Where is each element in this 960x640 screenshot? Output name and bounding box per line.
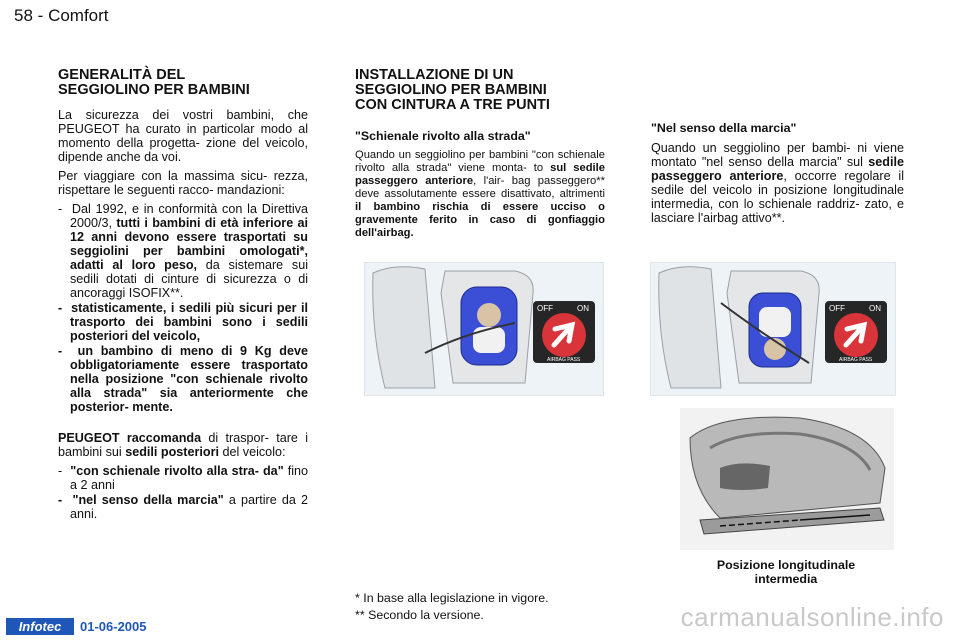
switch-off-label: OFF bbox=[829, 304, 845, 313]
footnote-2: ** Secondo la versione. bbox=[355, 608, 484, 622]
section-heading-installation: INSTALLAZIONE DI UN SEGGIOLINO PER BAMBINI CON CINTURA A TRE PUNTI bbox=[355, 67, 550, 113]
column-rear-facing bbox=[355, 68, 605, 240]
rear-facing-seat-illustration bbox=[365, 263, 603, 395]
rear-facing-text: Quando un seggiolino per bambini "con schienale rivolto alla strada" viene monta- to sul sedile passeggero anteriore, l'air- bag passeggero** deve assolutamente essere disattivato, altrimenti il bambino rischia di essere ucciso o gravemente ferito in caso di gonfiaggio dell'airbag. bbox=[355, 149, 605, 239]
switch-caption: AIRBAG PASS bbox=[547, 357, 581, 363]
page-header bbox=[14, 6, 109, 26]
peugeot-recommendation: PEUGEOT raccomanda di traspor- tare i bambini sui sedili posteriori del veicolo: bbox=[58, 431, 309, 459]
footnote-1: * In base alla legislazione in vigore. bbox=[355, 591, 549, 605]
seat-rail-illustration bbox=[680, 408, 894, 550]
column-forward-facing bbox=[651, 121, 904, 230]
section-title: Comfort bbox=[48, 6, 109, 25]
forward-facing-text: Quando un seggiolino per bambi- ni viene montato "nel senso della marcia" sul sedile passeggero anteriore, occorre regolare il sedile del veicolo in posizione longitudinale intermedia, con lo schienale raddriz- zato, e lasciare l'airbag attivo**. bbox=[651, 141, 904, 225]
switch-on-label: ON bbox=[869, 304, 881, 313]
figure-seat-position bbox=[680, 408, 894, 550]
switch-off-label: OFF bbox=[537, 304, 553, 313]
list-item: - Dal 1992, e in conformità con la Direttiva 2000/3, tutti i bambini di età inferiore ai 12 anni devono essere trasportati su seggiolini per bambini omologati*, adatti al loro peso, da sistemare sui sedili dotati di cinture di sicurezza o di ancoraggi ISOFIX**. bbox=[58, 202, 309, 300]
list-item: - "nel senso della marcia" a partire da 2 anni. bbox=[58, 493, 309, 521]
subheading-rear-facing: "Schienale rivolto alla strada" bbox=[355, 129, 531, 143]
figure-forward-facing bbox=[650, 262, 896, 396]
section-heading-general: GENERALITÀ DEL SEGGIOLINO PER BAMBINI bbox=[58, 67, 250, 98]
switch-caption: AIRBAG PASS bbox=[839, 357, 873, 363]
list-item: - un bambino di meno di 9 Kg deve obbligatoriamente essere trasportato nella posizione "con schienale rivolto alla strada" sia anteriormente che posterior- mente. bbox=[58, 344, 308, 414]
footnotes bbox=[355, 590, 615, 624]
page-number: 58 bbox=[14, 6, 33, 25]
intro-paragraph: La sicurezza dei vostri bambini, che PEUGEOT ha curato in particolar modo al momento della progetta- zione del veicolo, dipende anche da voi. bbox=[58, 108, 308, 164]
column-general bbox=[58, 68, 308, 522]
figure-caption: Posizione longitudinale intermedia bbox=[716, 558, 856, 586]
forward-facing-seat-illustration bbox=[651, 263, 895, 395]
infotec-logo: Infotec bbox=[6, 618, 74, 635]
page-header-separator: - bbox=[37, 6, 44, 25]
switch-on-label: ON bbox=[577, 304, 589, 313]
subheading-forward-facing: "Nel senso della marcia" bbox=[651, 121, 797, 135]
recommendations-paragraph: Per viaggiare con la massima sicu- rezza, rispettare le seguenti racco- mandazioni: bbox=[58, 169, 308, 197]
watermark: carmanualsonline.info bbox=[680, 602, 944, 632]
footer-date: 01-06-2005 bbox=[80, 619, 147, 634]
list-item: - statisticamente, i sedili più sicuri per il trasporto dei bambini sono i sedili posteriori del veicolo, bbox=[58, 301, 309, 343]
figure-rear-facing bbox=[364, 262, 604, 396]
list-item: - "con schienale rivolto alla stra- da" fino a 2 anni bbox=[58, 464, 309, 492]
